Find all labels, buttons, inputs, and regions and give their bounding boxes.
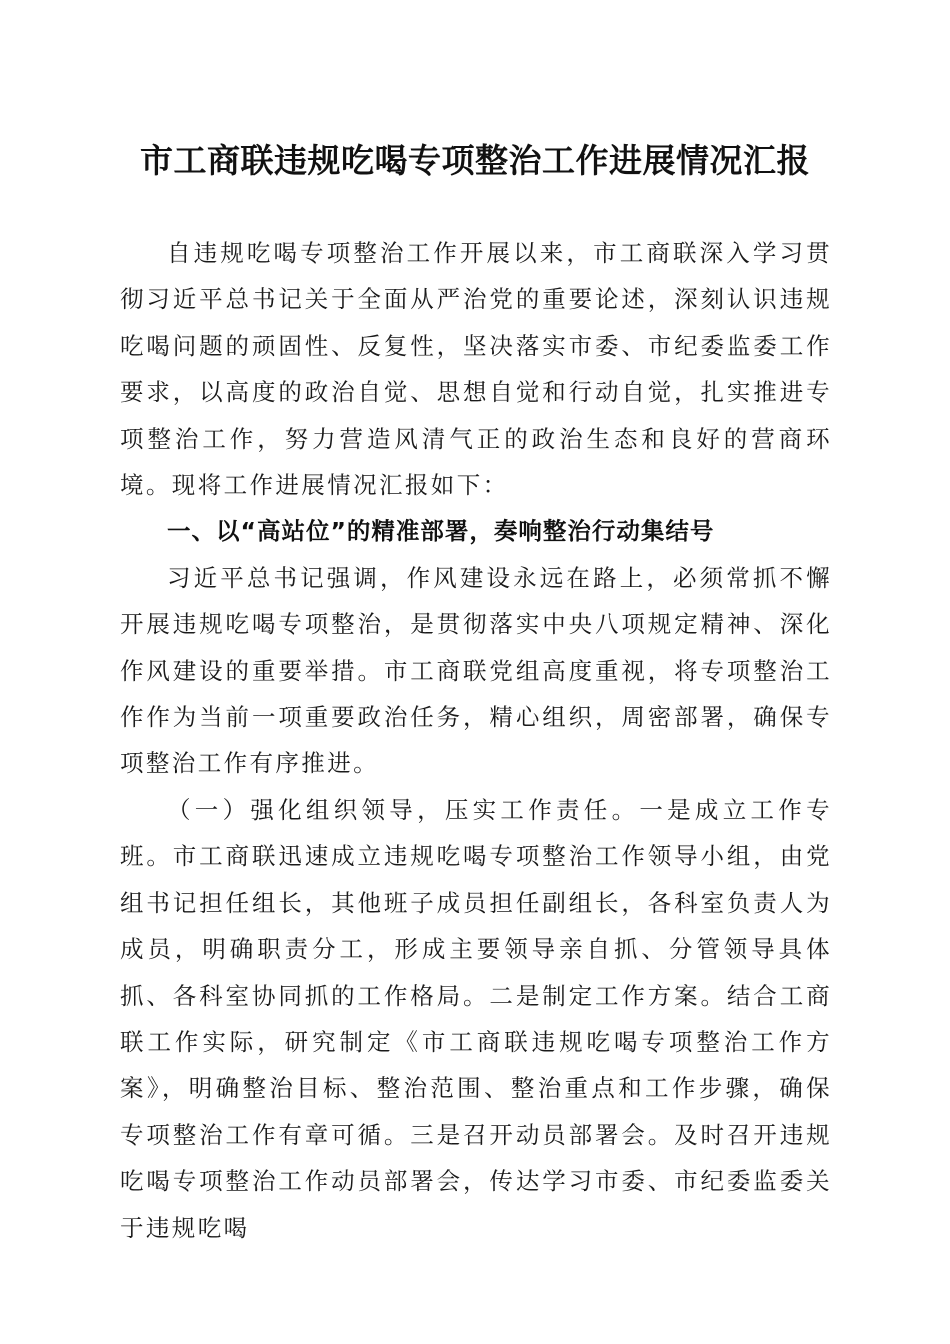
document-body bbox=[120, 230, 832, 1251]
section-1-paragraph: 习近平总书记强调，作风建设永远在路上，必须常抓不懈开展违规吃喝专项整治，是贯彻落实中央八项规定精神、深化作风建设的重要举措。市工商联党组高度重视，将专项整治工作作为当前一项重要政治任务，精心组织，周密部署，确保专项整治工作有序推进。 bbox=[120, 563, 832, 778]
subsection-1-text: 一是成立工作专班。市工商联迅速成立违规吃喝专项整治工作领导小组，由党组书记担任组长，其他班子成员担任副组长，各科室负责人为成员，明确职责分工，形成主要领导亲自抓、分管领导具体抓、各科室协同抓的工作格局。二是制定工作方案。结合工商联工作实际，研究制定《市工商联违规吃喝专项整治工作方案》，明确整治目标、整治范围、整治重点和工作步骤，确保专项整治工作有章可循。三是召开动员部署会。及时召开违规吃喝专项整治工作动员部署会，传达学习市委、市纪委监委关于违规吃喝 bbox=[120, 795, 832, 1242]
subsection-1-lead: （一）强化组织领导，压实工作责任。 bbox=[167, 795, 640, 824]
section-1-heading: 一、以“高站位”的精准部署，奏响整治行动集结号 bbox=[167, 517, 715, 546]
intro-paragraph: 自违规吃喝专项整治工作开展以来，市工商联深入学习贯彻习近平总书记关于全面从严治党的重要论述，深刻认识违规吃喝问题的顽固性、反复性，坚决落实市委、市纪委监委工作要求，以高度的政治自觉、思想自觉和行动自觉，扎实推进专项整治工作，努力营造风清气正的政治生态和良好的营商环境。现将工作进展情况汇报如下： bbox=[120, 239, 832, 500]
document-title: 市工商联违规吃喝专项整治工作进展情况汇报 bbox=[140, 141, 810, 180]
subsection-1-paragraph bbox=[120, 787, 832, 1251]
